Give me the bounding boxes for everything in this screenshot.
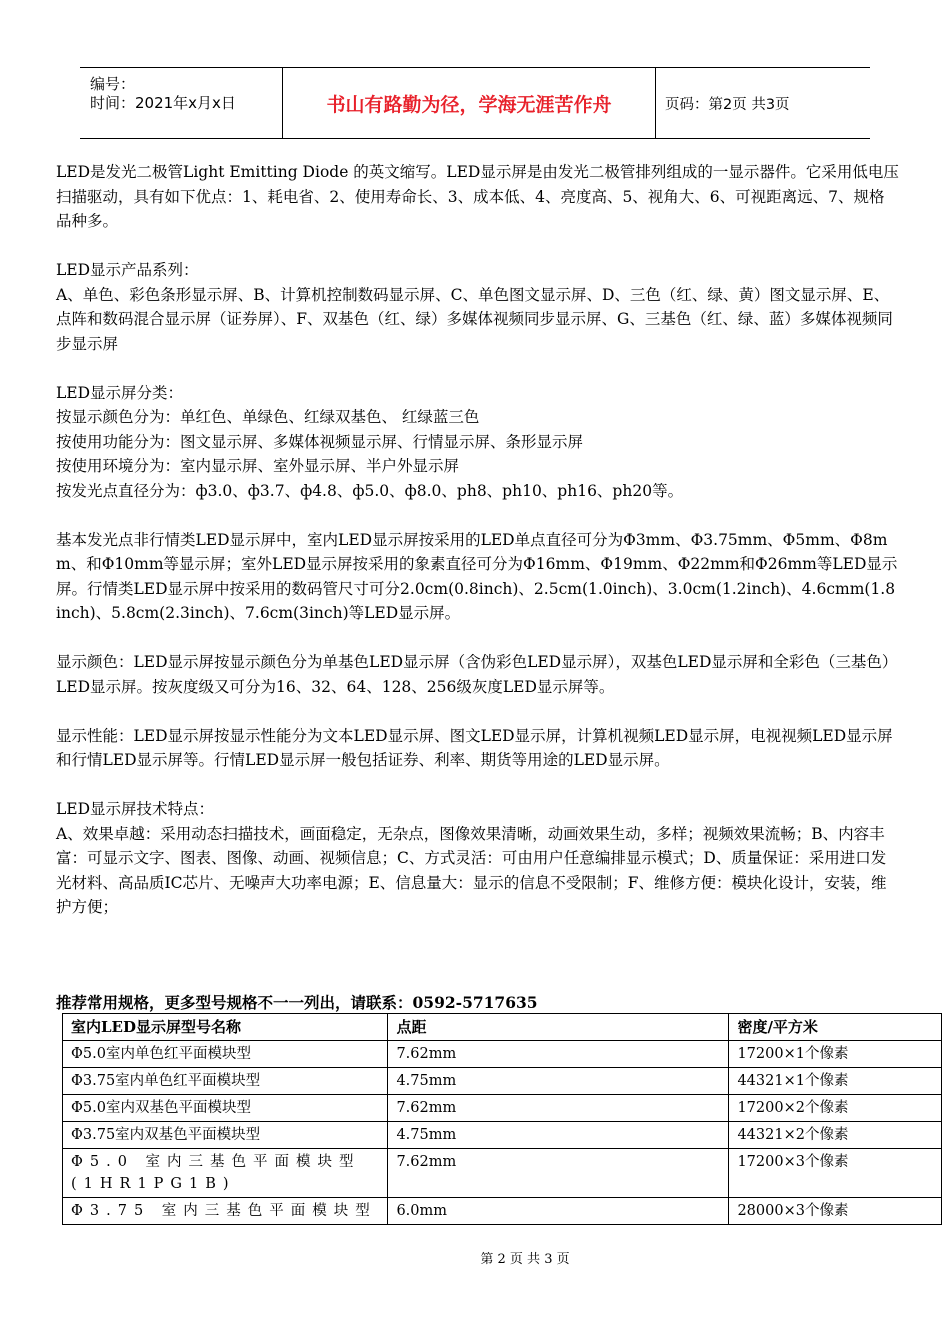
cell-model: Φ3.75 室内三基色平面模块型 [63,1198,388,1225]
classification-by-color: 按显示颜色分为：单红色、单绿色、红绿双基色、 红绿蓝三色 [56,408,480,426]
header-motto: 书山有路勤为径，学海无涯苦作舟 [283,68,656,138]
header-density: 密度/平方米 [729,1014,942,1041]
page-header [80,67,870,139]
product-series-paragraph: A、单色、彩色条形显示屏、B、计算机控制数码显示屏、C、单色图文显示屏、D、三色（红、绿、黄）图文显示屏、E、点阵和数码混合显示屏（证券屏）、F、双基色（红、绿）多媒体视频同步显示屏、G、三基色（红、绿、蓝）多媒体视频同步显示屏 [56,285,893,353]
product-series-title: LED显示产品系列： [56,261,199,279]
classification-by-diameter: 按发光点直径分为：ф3.0、ф3.7、ф4.8、ф5.0、ф8.0、ph8、ph10、ph16、ph20等。 [56,481,684,500]
table-title: 推荐常用规格，更多型号规格不一一列出，请联系：0592-5717635 [56,993,538,1012]
cell-pitch: 7.62mm [388,1095,729,1122]
cell-pitch: 7.62mm [388,1149,729,1198]
display-performance-paragraph: 显示性能：LED显示屏按显示性能分为文本LED显示屏、图文LED显示屏，计算机视频LED显示屏，电视视频LED显示屏和行情LED显示屏等。行情LED显示屏一般包括证券、利率、期货等用途的LED显示屏。 [56,726,893,769]
cell-density: 17200×1个像素 [729,1041,942,1068]
cell-model: Φ5.0 室内三基色平面模块型(1HR1PG1B) [63,1149,388,1198]
features-title: LED显示屏技术特点： [56,800,215,818]
table-row [63,1149,942,1198]
cell-model: Φ3.75室内单色红平面模块型 [63,1068,388,1095]
cell-pitch: 4.75mm [388,1068,729,1095]
cell-pitch: 7.62mm [388,1041,729,1068]
time-label: 时间：2021年x月x日 [90,94,236,112]
features-paragraph: A、效果卓越：采用动态扫描技术，画面稳定，无杂点，图像效果清晰，动画效果生动，多样；视频效果流畅；B、内容丰富：可显示文字、图表、图像、动画、视频信息；C、方式灵活：可由用户任意编排显示模式；D、质量保证：采用进口发光材料、高品质IC芯片、无噪声大功率电源；E、信息量大：显示的信息不受限制；F、维修方便：模块化设计，安装，维护方便； [56,824,887,916]
page-info-text: 页码：第2页 共3页 [665,96,790,113]
classification-by-environment: 按使用环境分为：室内显示屏、室外显示屏、半户外显示屏 [56,457,460,475]
cell-density: 17200×3个像素 [729,1149,942,1198]
table-row [63,1095,942,1122]
spec-table [62,1013,942,1225]
intro-paragraph: LED是发光二极管Light Emitting Diode 的英文缩写。LED显示屏是由发光二极管排列组成的一显示器件。它采用低电压扫描驱动，具有如下优点：1、耗电省、2、使用寿命长、3、成本低、4、亮度高、5、视角大、6、可视距离远、7、规格品种多。 [56,163,899,230]
cell-density: 44321×1个像素 [729,1068,942,1095]
table-row [63,1068,942,1095]
cell-model: Φ5.0室内单色红平面模块型 [63,1041,388,1068]
footer-page-number: 第 2 页 共 3 页 [480,1252,570,1267]
cell-density: 28000×3个像素 [729,1198,942,1225]
header-model: 室内LED显示屏型号名称 [63,1014,388,1041]
diameter-paragraph: 基本发光点非行情类LED显示屏中，室内LED显示屏按采用的LED单点直径可分为Φ3mm、Φ3.75mm、Φ5mm、Φ8mm、和Φ10mm等显示屏；室外LED显示屏按采用的象素直径可分为Φ16mm、Φ19mm、Φ22mm和Φ26mm等LED显示屏。行情类LED显示屏中按采用的数码管尺寸可分2.0cm(0.8inch)、2.5cm(1.0inch)、3.0cm(1.2inch)、4.6cmm(1.8inch)、5.8cm(2.3inch)、7.6cm(3inch)等LED显示屏。 [56,530,898,622]
cell-density: 17200×2个像素 [729,1095,942,1122]
header-meta [80,68,283,138]
doc-number-label: 编号： [90,75,136,93]
cell-model: Φ5.0室内双基色平面模块型 [63,1095,388,1122]
table-row [63,1122,942,1149]
classification-by-function: 按使用功能分为：图文显示屏、多媒体视频显示屏、行情显示屏、条形显示屏 [56,432,584,451]
display-color-paragraph: 显示颜色：LED显示屏按显示颜色分为单基色LED显示屏（含伪彩色LED显示屏），双基色LED显示屏和全彩色（三基色）LED显示屏。按灰度级又可分为16、32、64、128、256级灰度LED显示屏等。 [56,653,898,696]
cell-density: 44321×2个像素 [729,1122,942,1149]
table-row [63,1198,942,1225]
cell-pitch: 6.0mm [388,1198,729,1225]
header-page-info [656,68,870,138]
cell-model: Φ3.75室内双基色平面模块型 [63,1122,388,1149]
document-body [56,160,900,920]
table-row [63,1041,942,1068]
page-footer [0,1248,950,1267]
header-pitch: 点距 [388,1014,729,1041]
cell-pitch: 4.75mm [388,1122,729,1149]
classification-title: LED显示屏分类： [56,383,184,402]
table-header-row [63,1014,942,1041]
